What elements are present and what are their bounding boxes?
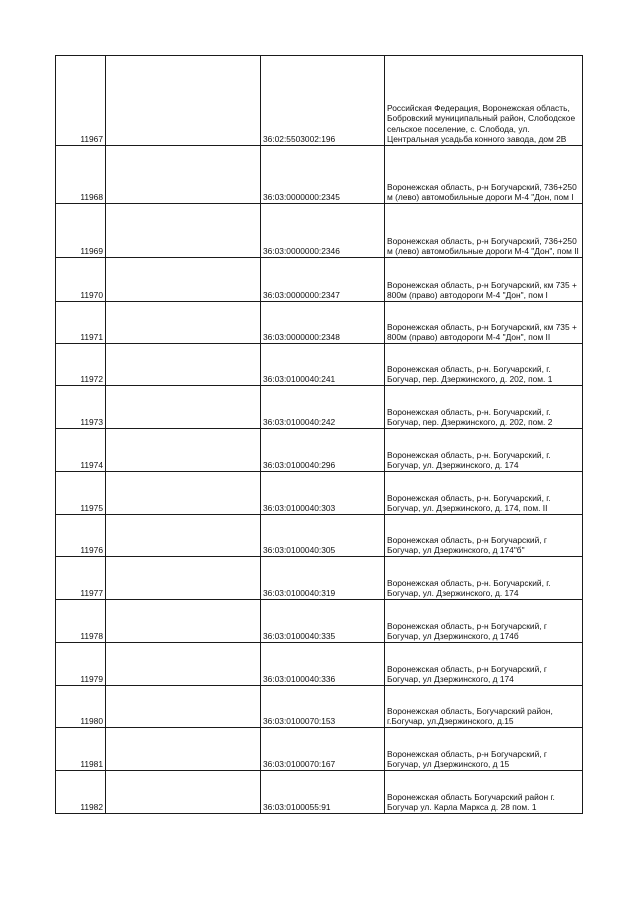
empty-cell	[106, 258, 261, 302]
row-number: 11968	[56, 146, 106, 204]
cadastral-number: 36:02:5503002:196	[261, 56, 385, 146]
address: Воронежская область, р-н Богучарский, км 735 + 800м (право) автодороги М-4 "Дон", пом II	[385, 302, 583, 344]
empty-cell	[106, 771, 261, 814]
row-number: 11977	[56, 557, 106, 600]
table-row	[56, 472, 583, 515]
row-number: 11980	[56, 686, 106, 728]
table-row	[56, 600, 583, 643]
table-row	[56, 302, 583, 344]
empty-cell	[106, 643, 261, 686]
table-row	[56, 686, 583, 728]
cadastral-number: 36:03:0100040:296	[261, 429, 385, 472]
table-row	[56, 643, 583, 686]
cadastral-number: 36:03:0100040:305	[261, 515, 385, 557]
table-row	[56, 515, 583, 557]
address: Российская Федерация, Воронежская область, Бобровский муниципальный район, Слободское сельское поселение, с. Слобода, ул. Центральная усадьба конного завода, дом 2В	[385, 56, 583, 146]
table-row	[56, 728, 583, 771]
empty-cell	[106, 386, 261, 429]
empty-cell	[106, 302, 261, 344]
address: Воронежская область, р-н. Богучарский, г. Богучар, пер. Дзержинского, д. 202, пом. 1	[385, 344, 583, 386]
cadastral-number: 36:03:0100040:303	[261, 472, 385, 515]
cadastral-number: 36:03:0100055:91	[261, 771, 385, 814]
registry-table	[55, 55, 583, 814]
address: Воронежская область, р-н Богучарский, г Богучар, ул Дзержинского, д 174б	[385, 600, 583, 643]
row-number: 11972	[56, 344, 106, 386]
address: Воронежская область, р-н Богучарский, 736+250 м (лево) автомобильные дороги М-4 "Дон, пом I	[385, 146, 583, 204]
address: Воронежская область, р-н. Богучарский, г. Богучар, ул. Дзержинского, д. 174	[385, 557, 583, 600]
row-number: 11975	[56, 472, 106, 515]
cadastral-number: 36:03:0000000:2347	[261, 258, 385, 302]
address: Воронежская область Богучарский район г. Богучар ул. Карла Маркса д. 28 пом. 1	[385, 771, 583, 814]
table-row	[56, 344, 583, 386]
cadastral-number: 36:03:0000000:2345	[261, 146, 385, 204]
cadastral-number: 36:03:0100070:153	[261, 686, 385, 728]
empty-cell	[106, 146, 261, 204]
empty-cell	[106, 56, 261, 146]
cadastral-number: 36:03:0100040:319	[261, 557, 385, 600]
address: Воронежская область, р-н Богучарский, км 735 + 800м (право) автодороги М-4 "Дон", пом I	[385, 258, 583, 302]
address: Воронежская область, Богучарский район, г.Богучар, ул.Дзержинского, д.15	[385, 686, 583, 728]
table-row	[56, 557, 583, 600]
table-row	[56, 204, 583, 258]
empty-cell	[106, 204, 261, 258]
row-number: 11974	[56, 429, 106, 472]
row-number: 11970	[56, 258, 106, 302]
address: Воронежская область, р-н. Богучарский, г. Богучар, пер. Дзержинского, д. 202, пом. 2	[385, 386, 583, 429]
table-row	[56, 429, 583, 472]
empty-cell	[106, 686, 261, 728]
row-number: 11981	[56, 728, 106, 771]
row-number: 11979	[56, 643, 106, 686]
empty-cell	[106, 728, 261, 771]
row-number: 11978	[56, 600, 106, 643]
cadastral-number: 36:03:0000000:2348	[261, 302, 385, 344]
table-row	[56, 56, 583, 146]
address: Воронежская область, р-н Богучарский, г Богучар, ул Дзержинского, д 15	[385, 728, 583, 771]
empty-cell	[106, 557, 261, 600]
empty-cell	[106, 344, 261, 386]
table-row	[56, 146, 583, 204]
address: Воронежская область, р-н Богучарский, г Богучар, ул Дзержинского, д 174"б"	[385, 515, 583, 557]
empty-cell	[106, 515, 261, 557]
table-row	[56, 386, 583, 429]
row-number: 11969	[56, 204, 106, 258]
registry-sheet	[55, 55, 582, 814]
cadastral-number: 36:03:0100070:167	[261, 728, 385, 771]
address: Воронежская область, р-н. Богучарский, г. Богучар, ул. Дзержинского, д. 174, пом. II	[385, 472, 583, 515]
row-number: 11982	[56, 771, 106, 814]
empty-cell	[106, 600, 261, 643]
cadastral-number: 36:03:0100040:336	[261, 643, 385, 686]
cadastral-number: 36:03:0000000:2346	[261, 204, 385, 258]
empty-cell	[106, 472, 261, 515]
empty-cell	[106, 429, 261, 472]
address: Воронежская область, р-н. Богучарский, г. Богучар, ул. Дзержинского, д. 174	[385, 429, 583, 472]
row-number: 11973	[56, 386, 106, 429]
row-number: 11971	[56, 302, 106, 344]
row-number: 11976	[56, 515, 106, 557]
cadastral-number: 36:03:0100040:242	[261, 386, 385, 429]
table-row	[56, 258, 583, 302]
row-number: 11967	[56, 56, 106, 146]
cadastral-number: 36:03:0100040:335	[261, 600, 385, 643]
table-row	[56, 771, 583, 814]
address: Воронежская область, р-н Богучарский, 736+250 м (лево) автомобильные дороги М-4 "Дон", пом II	[385, 204, 583, 258]
cadastral-number: 36:03:0100040:241	[261, 344, 385, 386]
address: Воронежская область, р-н Богучарский, г Богучар, ул Дзержинского, д 174	[385, 643, 583, 686]
